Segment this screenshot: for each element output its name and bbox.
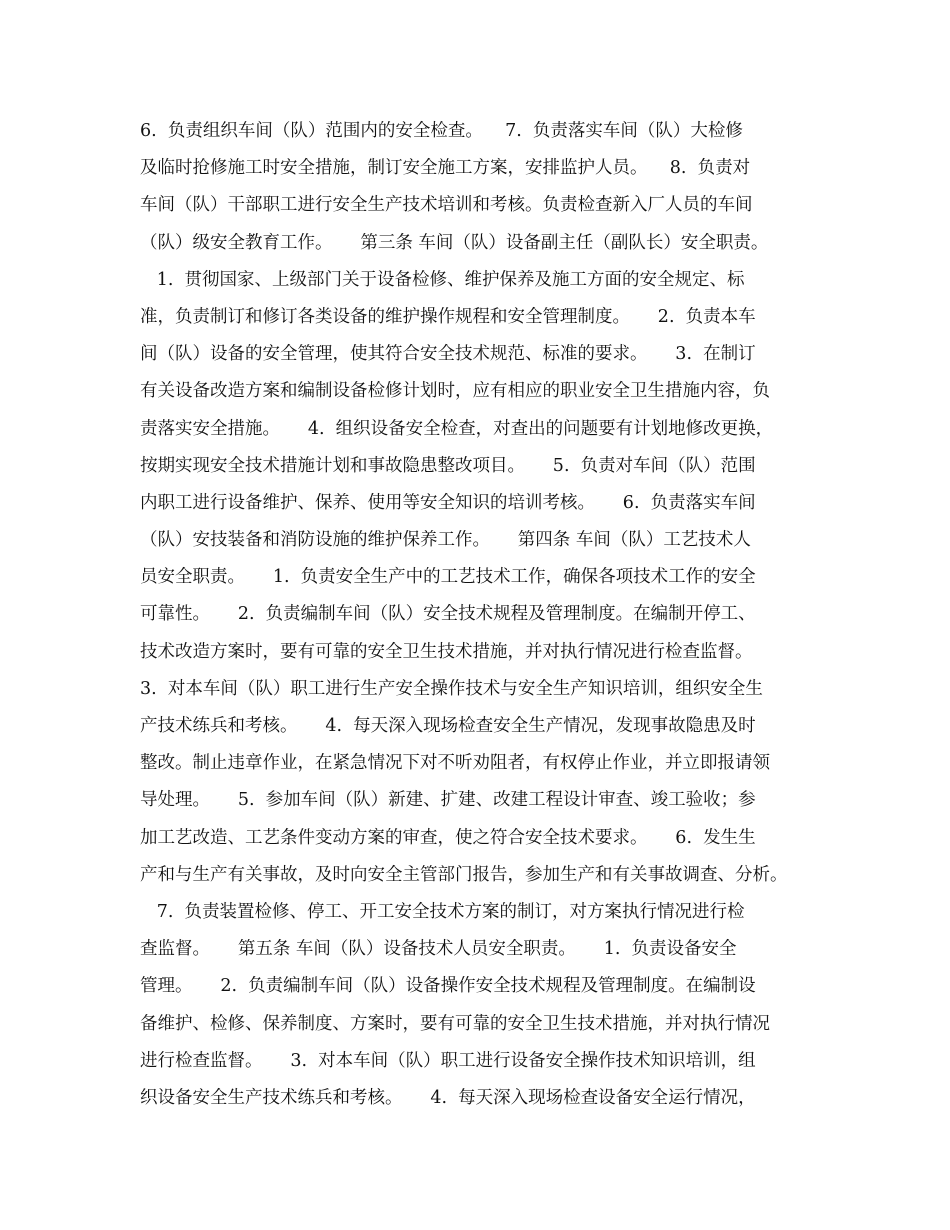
text-line: 3. 对本车间（队）职工进行生产安全操作技术与安全生产知识培训，组织安全生: [140, 678, 763, 699]
text-line: 加工艺改造、工艺条件变动方案的审查，使之符合安全技术要求。 6. 发生生: [140, 827, 756, 848]
text-line: 导处理。 5. 参加车间（队）新建、扩建、改建工程设计审查、竣工验收；参: [140, 790, 756, 811]
text-line: 技术改造方案时，要有可靠的安全卫生技术措施，并对执行情况进行检查监督。: [140, 641, 753, 662]
text-line: 员安全职责。 1. 负责安全生产中的工艺技术工作，确保各项技术工作的安全: [140, 567, 756, 588]
text-line: 1. 贯彻国家、上级部门关于设备检修、维护保养及施工方面的安全规定、标: [140, 269, 745, 290]
text-line: 车间（队）干部职工进行安全生产技术培训和考核。负责检查新入厂人员的车间: [140, 195, 753, 216]
body-text: [140, 113, 830, 1117]
text-line: 备维护、检修、保养制度、方案时，要有可靠的安全卫生技术措施，并对执行情况: [140, 1013, 770, 1034]
text-line: （队）安技装备和消防设施的维护保养工作。 第四条 车间（队）工艺技术人: [140, 530, 751, 551]
text-line: 准，负责制订和修订各类设备的维护操作规程和安全管理制度。 2. 负责本车: [140, 306, 756, 327]
text-line: 内职工进行设备维护、保养、使用等安全知识的培训考核。 6. 负责落实车间: [140, 492, 756, 513]
text-line: 产和与生产有关事故，及时向安全主管部门报告，参加生产和有关事故调查、分析。: [140, 864, 788, 885]
text-line: 责落实安全措施。 4. 组织设备安全检查，对查出的问题要有计划地修改更换，: [140, 418, 774, 439]
text-line: 织设备安全生产技术练兵和考核。 4. 每天深入现场检查设备安全运行情况，: [140, 1087, 756, 1108]
text-line: 进行检查监督。 3. 对本车间（队）职工进行设备安全操作技术知识培训，组: [140, 1050, 756, 1071]
text-line: （队）级安全教育工作。 第三条 车间（队）设备副主任（副队长）安全职责。: [140, 232, 769, 253]
text-line: 间（队）设备的安全管理，使其符合安全技术规范、标准的要求。 3. 在制订: [140, 344, 756, 365]
text-line: 整改。制止违章作业，在紧急情况下对不听劝阻者，有权停止作业，并立即报请领: [140, 753, 770, 774]
text-line: 可靠性。 2. 负责编制车间（队）安全技术规程及管理制度。在编制开停工、: [140, 604, 756, 625]
text-line: 管理。 2. 负责编制车间（队）设备操作安全技术规程及管理制度。在编制设: [140, 976, 756, 997]
text-line: 有关设备改造方案和编制设备检修计划时，应有相应的职业安全卫生措施内容，负: [140, 381, 770, 402]
text-line: 及临时抢修施工时安全措施，制订安全施工方案，安排监护人员。 8. 负责对: [140, 158, 751, 179]
text-line: 6. 负责组织车间（队）范围内的安全检查。 7. 负责落实车间（队）大检修: [140, 121, 743, 141]
text-line: 产技术练兵和考核。 4. 每天深入现场检查安全生产情况，发现事故隐患及时: [140, 716, 756, 736]
text-line: 按期实现安全技术措施计划和事故隐患整改项目。 5. 负责对车间（队）范围: [140, 455, 756, 476]
text-line: 查监督。 第五条 车间（队）设备技术人员安全职责。 1. 负责设备安全: [140, 939, 737, 960]
text-line: 7. 负责装置检修、停工、开工安全技术方案的制订，对方案执行情况进行检: [140, 901, 745, 922]
